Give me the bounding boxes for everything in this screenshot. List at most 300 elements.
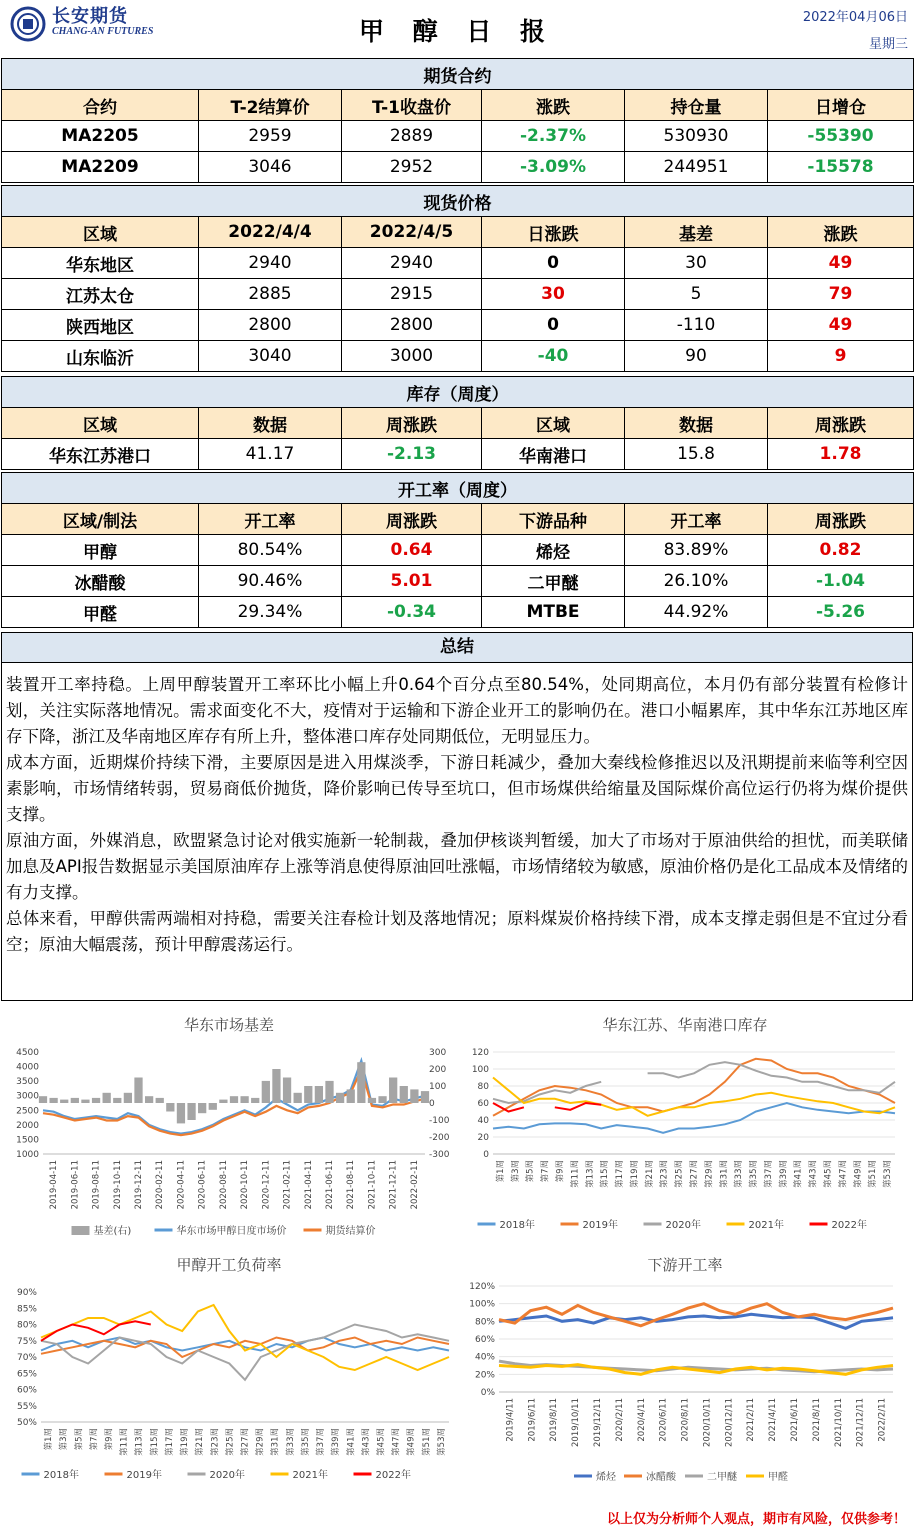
- table-row: [2, 310, 914, 341]
- col-header: 周涨跌: [768, 504, 914, 535]
- basis-bar: [60, 1100, 68, 1103]
- table-row: [2, 248, 914, 279]
- port-inventory-chart: [457, 1004, 913, 1244]
- x-tick-label: 第7周: [540, 1160, 551, 1183]
- y-tick-label: 0%: [480, 1388, 495, 1398]
- y-tick-label: 1000: [16, 1150, 39, 1160]
- company-name-en: CHANG-AN FUTURES: [52, 26, 154, 37]
- x-tick-label: 2020-12-11: [261, 1160, 272, 1210]
- x-tick-label: 第53周: [436, 1428, 447, 1456]
- summary-text: [1, 663, 913, 1001]
- basis-bar: [389, 1078, 397, 1104]
- y-tick-label: 75%: [16, 1336, 37, 1347]
- col-header: 2022/4/4: [199, 217, 342, 248]
- change: 49: [768, 248, 914, 279]
- x-tick-label: 第17周: [615, 1160, 626, 1188]
- col-header: 区域: [2, 217, 199, 248]
- basis-bar: [177, 1103, 185, 1123]
- price-curr: 2940: [342, 248, 482, 279]
- price-prev: 2885: [199, 279, 342, 310]
- x-tick-label: 2020-08-11: [218, 1160, 229, 1210]
- x-tick-label: 2021/4/11: [768, 1398, 779, 1442]
- basis-bar: [198, 1103, 206, 1113]
- operating-section-title: 开工率（周度）: [2, 473, 914, 504]
- x-tick-label: 第51周: [421, 1428, 432, 1456]
- x-tick-label: 第23周: [659, 1160, 670, 1188]
- basis-bar: [92, 1098, 100, 1103]
- legend-label: 烯烃: [596, 1472, 616, 1483]
- legend-swatch: [72, 1226, 90, 1235]
- y-tick-label: 3000: [16, 1091, 39, 1102]
- x-tick-label: 第9周: [555, 1160, 566, 1183]
- price-curr: 2800: [342, 310, 482, 341]
- col-header: T-1收盘价: [342, 90, 482, 121]
- weekly-change: -1.04: [768, 566, 914, 597]
- col-header: 周涨跌: [342, 408, 482, 439]
- y-tick-label: 4500: [16, 1048, 39, 1058]
- table-row: [2, 597, 914, 628]
- x-tick-label: 2019/6/11: [527, 1398, 538, 1442]
- downstream-name: MTBE: [482, 597, 625, 628]
- contract-name: MA2209: [2, 152, 199, 183]
- x-tick-label: 2021-02-11: [282, 1160, 293, 1210]
- table-row: [2, 535, 914, 566]
- chart-title: 甲醇开工负荷率: [176, 1256, 282, 1274]
- col-header: 涨跌: [482, 90, 625, 121]
- y-tick-label-right: 300: [429, 1048, 447, 1058]
- oi-change: -55390: [768, 121, 914, 152]
- legend-label: 2021年: [292, 1470, 328, 1481]
- legend-label: 2018年: [499, 1220, 535, 1231]
- x-tick-label: 第47周: [838, 1160, 849, 1188]
- x-tick-label: 第1周: [495, 1160, 506, 1183]
- region-name: 陕西地区: [2, 310, 199, 341]
- col-header: 开工率: [199, 504, 342, 535]
- x-tick-label: 2019/8/11: [549, 1398, 560, 1442]
- x-tick-label: 第41周: [346, 1428, 357, 1456]
- legend-label: 2022年: [831, 1220, 867, 1231]
- col-header: 数据: [199, 408, 342, 439]
- operating-rate: 90.46%: [199, 566, 342, 597]
- basis-bar: [400, 1086, 408, 1103]
- change: 79: [768, 279, 914, 310]
- y-tick-label: 2000: [16, 1120, 39, 1131]
- basis-bar: [103, 1093, 111, 1103]
- x-tick-label: 第31周: [270, 1428, 281, 1456]
- x-tick-label: 2019/10/11: [571, 1398, 582, 1447]
- legend-label: 2018年: [43, 1470, 79, 1481]
- series-line-2020年: [493, 1062, 895, 1103]
- basis-bar: [304, 1086, 312, 1103]
- open-interest: 530930: [625, 121, 768, 152]
- y-tick-label-right: 0: [429, 1099, 435, 1109]
- downstream-operating-chart: [457, 1244, 913, 1494]
- col-header: 开工率: [625, 504, 768, 535]
- basis-bar: [113, 1098, 121, 1103]
- legend-label: 基差(右): [93, 1226, 132, 1237]
- weekly-change: 5.01: [342, 566, 482, 597]
- x-tick-label: 第53周: [883, 1160, 894, 1188]
- region-name: 江苏太仓: [2, 279, 199, 310]
- basis-bar: [187, 1103, 195, 1120]
- basis-bar: [378, 1096, 386, 1103]
- x-tick-label: 第39周: [778, 1160, 789, 1188]
- legend-label: 华东市场甲醇日度市场价: [176, 1226, 287, 1237]
- basis-bar: [49, 1098, 57, 1103]
- col-header: 周涨跌: [768, 408, 914, 439]
- col-header: 区域: [482, 408, 625, 439]
- legend-label: 二甲醚: [707, 1472, 737, 1483]
- x-tick-label: 第27周: [689, 1160, 700, 1188]
- x-tick-label: 2019/4/11: [505, 1398, 516, 1442]
- y-tick-label: 4000: [16, 1062, 39, 1073]
- x-tick-label: 第3周: [59, 1428, 70, 1451]
- weekly-change: -2.13: [342, 439, 482, 470]
- price-curr: 3000: [342, 341, 482, 372]
- table-row: [2, 566, 914, 597]
- legend-label: 2021年: [748, 1220, 784, 1231]
- basis-bar: [262, 1081, 270, 1103]
- y-tick-label: 65%: [16, 1369, 37, 1380]
- x-tick-label: 第31周: [719, 1160, 730, 1188]
- x-tick-label: 2020/8/11: [680, 1398, 691, 1442]
- table-row: [2, 439, 914, 470]
- report-date: 2022年04月06日: [802, 10, 908, 25]
- inventory-value: 41.17: [199, 439, 342, 470]
- x-tick-label: 第23周: [210, 1428, 221, 1456]
- y-tick-label: 50%: [16, 1418, 37, 1428]
- daily-change: 30: [482, 279, 625, 310]
- x-tick-label: 2019-06-11: [70, 1160, 81, 1210]
- x-tick-label: 2019-10-11: [112, 1160, 123, 1210]
- oi-change: -15578: [768, 152, 914, 183]
- x-tick-label: 2020-10-11: [240, 1160, 251, 1210]
- col-header: 2022/4/5: [342, 217, 482, 248]
- chart-title: 下游开工率: [647, 1256, 723, 1274]
- x-tick-label: 第13周: [585, 1160, 596, 1188]
- y-tick-label: 1500: [16, 1135, 39, 1146]
- y-tick-label: 60: [477, 1099, 489, 1109]
- report-weekday: 星期三: [868, 37, 908, 52]
- series-line-冰醋酸: [499, 1304, 893, 1326]
- x-tick-label: 第33周: [285, 1428, 296, 1456]
- x-tick-label: 2022-02-11: [409, 1160, 420, 1210]
- y-tick-label-right: -100: [429, 1116, 450, 1126]
- basis-bar: [209, 1103, 217, 1110]
- x-tick-label: 2019-08-11: [91, 1160, 102, 1210]
- x-tick-label: 第43周: [808, 1160, 819, 1188]
- settle-price: 2959: [199, 121, 342, 152]
- summary-paragraph: 总体来看，甲醇供需两端相对持稳，需要关注春检计划及落地情况；原料煤炭价格持续下滑，成本支撑走弱但是不宜过分看空；原油大幅震荡，预计甲醇震荡运行。: [6, 909, 908, 954]
- methanol-operating-chart: [1, 1244, 457, 1494]
- x-tick-label: 第45周: [376, 1428, 387, 1456]
- x-tick-label: 2020-02-11: [155, 1160, 166, 1210]
- x-tick-label: 第7周: [89, 1428, 100, 1451]
- series-line-2021年: [41, 1305, 449, 1370]
- x-tick-label: 第37周: [316, 1428, 327, 1456]
- basis-bar: [81, 1100, 89, 1103]
- change: 49: [768, 310, 914, 341]
- change: 9: [768, 341, 914, 372]
- x-tick-label: 2019-04-11: [49, 1160, 60, 1210]
- x-tick-label: 第19周: [180, 1428, 191, 1456]
- region-name: 华南港口: [482, 439, 625, 470]
- x-tick-label: 第29周: [704, 1160, 715, 1188]
- y-tick-label: 120: [471, 1048, 489, 1058]
- basis-bar: [240, 1096, 248, 1103]
- settle-price: 3046: [199, 152, 342, 183]
- x-tick-label: 2021/12/11: [855, 1398, 866, 1447]
- x-tick-label: 2021-10-11: [367, 1160, 378, 1210]
- y-tick-label: 40: [477, 1116, 489, 1126]
- downstream-name: 二甲醚: [482, 566, 625, 597]
- y-tick-label-right: 100: [429, 1082, 447, 1092]
- y-tick-label: 60%: [474, 1335, 495, 1345]
- basis-bar: [166, 1103, 174, 1112]
- x-tick-label: 第45周: [823, 1160, 834, 1188]
- legend-label: 期货结算价: [325, 1226, 376, 1237]
- y-tick-label: 55%: [16, 1401, 37, 1412]
- y-tick-label-right: -200: [429, 1133, 450, 1143]
- basis-chart: [1, 1004, 457, 1244]
- basis-bar: [294, 1093, 302, 1103]
- x-tick-label: 2021-08-11: [346, 1160, 357, 1210]
- contract-name: MA2205: [2, 121, 199, 152]
- weekly-change: -0.34: [342, 597, 482, 628]
- col-header: 基差: [625, 217, 768, 248]
- futures-table: [1, 58, 914, 183]
- x-tick-label: 第49周: [853, 1160, 864, 1188]
- x-tick-label: 第51周: [868, 1160, 879, 1188]
- operating-rate: 26.10%: [625, 566, 768, 597]
- x-tick-label: 2020/12/11: [724, 1398, 735, 1447]
- basis: 90: [625, 341, 768, 372]
- x-tick-label: 2021/2/11: [746, 1398, 757, 1442]
- x-tick-label: 2021-04-11: [303, 1160, 314, 1210]
- price-prev: 2800: [199, 310, 342, 341]
- basis-bar: [156, 1098, 164, 1103]
- summary-paragraph: 装置开工率持稳。上周甲醇装置开工率环比小幅上升0.64个百分点至80.54%，处同期高位，本月仍有部分装置有检修计划，关注实际落地情况。需求面变化不大，疫情对于运输和下游企业开工的影响仍在。港口小幅累库，其中华东江苏地区库存下降，浙江及华南地区库存有所上升，整体港口库存处同期低位，无明显压力。: [6, 675, 908, 746]
- legend-label: 2022年: [375, 1470, 411, 1481]
- x-tick-label: 第35周: [300, 1428, 311, 1456]
- basis: 5: [625, 279, 768, 310]
- y-tick-label: 100%: [469, 1299, 495, 1310]
- basis-bar: [347, 1089, 355, 1103]
- y-tick-label: 80: [477, 1082, 489, 1092]
- x-tick-label: 第15周: [149, 1428, 160, 1456]
- basis-bar: [124, 1093, 132, 1103]
- x-tick-label: 2021-12-11: [388, 1160, 399, 1210]
- close-price: 2952: [342, 152, 482, 183]
- col-header: 持仓量: [625, 90, 768, 121]
- col-header: T-2结算价: [199, 90, 342, 121]
- y-tick-label: 20: [477, 1133, 489, 1143]
- weekly-change: 0.82: [768, 535, 914, 566]
- y-tick-label-right: 200: [429, 1065, 447, 1075]
- x-tick-label: 2021/6/11: [790, 1398, 800, 1442]
- legend-label: 2020年: [209, 1470, 245, 1481]
- y-tick-label: 70%: [16, 1353, 37, 1363]
- col-header: 区域/制法: [2, 504, 199, 535]
- col-header: 涨跌: [768, 217, 914, 248]
- summary-paragraph: 原油方面，外媒消息，欧盟紧急讨论对俄实施新一轮制裁，叠加伊核谈判暂缓，加大了市场对于原油供给的担忧，而美联储加息及API报告数据显示美国原油库存上涨等消息使得原油回吐涨幅，市场情绪较为敏感，原油价格仍是化工品成本及情绪的有力支撑。: [6, 831, 908, 902]
- x-tick-label: 2021-06-11: [325, 1160, 335, 1210]
- y-tick-label: 80%: [16, 1320, 37, 1331]
- col-header: 日增仓: [768, 90, 914, 121]
- company-name-cn: 长安期货: [52, 6, 128, 27]
- x-tick-label: 第11周: [119, 1428, 130, 1456]
- table-row: [2, 279, 914, 310]
- y-tick-label: 40%: [474, 1352, 495, 1363]
- x-tick-label: 2020/2/11: [614, 1398, 625, 1442]
- daily-change: -40: [482, 341, 625, 372]
- close-price: 2889: [342, 121, 482, 152]
- y-tick-label: 3500: [16, 1077, 39, 1088]
- region-name: 山东临沂: [2, 341, 199, 372]
- product-name: 甲醇: [2, 535, 199, 566]
- x-tick-label: 2020-04-11: [176, 1160, 187, 1210]
- legend-label: 2019年: [126, 1470, 162, 1481]
- x-tick-label: 第25周: [225, 1428, 236, 1456]
- y-tick-label: 20%: [474, 1370, 495, 1381]
- x-tick-label: 第3周: [510, 1160, 521, 1183]
- col-header: 合约: [2, 90, 199, 121]
- y-tick-label-right: -300: [429, 1150, 450, 1160]
- legend-label: 冰醋酸: [646, 1472, 676, 1483]
- report-title: 甲 醇 日 报: [358, 17, 556, 46]
- basis-bar: [272, 1069, 280, 1103]
- basis-bar: [357, 1062, 365, 1103]
- futures-section-title: 期货合约: [2, 59, 914, 90]
- operating-rate: 44.92%: [625, 597, 768, 628]
- x-tick-label: 第35周: [749, 1160, 760, 1188]
- x-tick-label: 第17周: [164, 1428, 175, 1456]
- operating-rate: 29.34%: [199, 597, 342, 628]
- basis-bar: [283, 1078, 291, 1104]
- x-tick-label: 第11周: [570, 1160, 581, 1188]
- basis-bar: [219, 1100, 227, 1103]
- x-tick-label: 2020-06-11: [197, 1160, 208, 1210]
- x-tick-label: 第19周: [629, 1160, 640, 1188]
- charts-area: [1, 1004, 913, 1504]
- x-tick-label: 第5周: [74, 1428, 85, 1451]
- basis-bar: [251, 1098, 259, 1103]
- legend-label: 2020年: [665, 1220, 701, 1231]
- series-line-2022年: [41, 1321, 151, 1341]
- table-row: [2, 152, 914, 183]
- chart-title: 华东市场基差: [183, 1016, 275, 1034]
- inventory-section-title: 库存（周度）: [2, 377, 914, 408]
- y-tick-label: 2500: [16, 1106, 39, 1117]
- weekly-change: 1.78: [768, 439, 914, 470]
- price-prev: 2940: [199, 248, 342, 279]
- x-tick-label: 第49周: [406, 1428, 417, 1456]
- col-header: 日涨跌: [482, 217, 625, 248]
- legend-label: 2019年: [582, 1220, 618, 1231]
- basis-bar: [145, 1096, 153, 1103]
- x-tick-label: 2020/4/11: [636, 1398, 647, 1442]
- basis-bar: [410, 1089, 418, 1103]
- region-name: 华东江苏港口: [2, 439, 199, 470]
- operating-rate: 83.89%: [625, 535, 768, 566]
- x-tick-label: 第41周: [793, 1160, 804, 1188]
- x-tick-label: 2019/12/11: [593, 1398, 603, 1447]
- basis: -110: [625, 310, 768, 341]
- x-tick-label: 第21周: [644, 1160, 655, 1188]
- summary-paragraph: 成本方面，近期煤价持续下滑，主要原因是进入用煤淡季，下游日耗减少，叠加大秦线检修推迟以及汛期提前来临等利空因素影响，市场情绪转弱，贸易商低价抛货，降价影响已传导至坑口，但市场煤供给缩量及国际煤价高位运行仍将为煤价提供支撑。: [6, 753, 908, 824]
- x-tick-label: 2020/10/11: [702, 1398, 713, 1447]
- chart-title: 华东江苏、华南港口库存: [602, 1016, 768, 1034]
- x-tick-label: 第37周: [763, 1160, 774, 1188]
- x-tick-label: 2021/10/11: [833, 1398, 844, 1447]
- basis-bar: [325, 1081, 333, 1103]
- y-tick-label: 90%: [16, 1288, 37, 1298]
- weekly-change: -5.26: [768, 597, 914, 628]
- y-tick-label: 60%: [16, 1385, 37, 1396]
- product-name: 甲醛: [2, 597, 199, 628]
- y-tick-label: 85%: [16, 1304, 37, 1315]
- spot-section-title: 现货价格: [2, 186, 914, 217]
- series-line-2018年: [41, 1338, 449, 1351]
- col-header: 下游品种: [482, 504, 625, 535]
- disclaimer: 以上仅为分析师个人观点，期市有风险，仅供参考！: [606, 1512, 906, 1527]
- region-name: 华东地区: [2, 248, 199, 279]
- basis-bar: [39, 1096, 47, 1103]
- open-interest: 244951: [625, 152, 768, 183]
- daily-change: 0: [482, 310, 625, 341]
- change-pct: -2.37%: [482, 121, 625, 152]
- operating-table: [1, 472, 914, 628]
- basis-bar: [368, 1098, 376, 1103]
- price-prev: 3040: [199, 341, 342, 372]
- table-row: [2, 341, 914, 372]
- x-tick-label: 第25周: [674, 1160, 685, 1188]
- spot-table: [1, 185, 914, 372]
- x-tick-label: 2019-12-11: [134, 1160, 144, 1210]
- x-tick-label: 第21周: [195, 1428, 206, 1456]
- series-line-2021年: [493, 1078, 895, 1116]
- basis-bar: [421, 1091, 429, 1103]
- inventory-table: [1, 376, 914, 470]
- operating-rate: 80.54%: [199, 535, 342, 566]
- y-tick-label: 120%: [469, 1282, 495, 1292]
- x-tick-label: 第9周: [104, 1428, 115, 1451]
- summary-section-title: 总结: [1, 632, 913, 663]
- x-tick-label: 第43周: [361, 1428, 372, 1456]
- legend-label: 甲醛: [768, 1472, 788, 1483]
- x-tick-label: 2022/2/11: [877, 1398, 888, 1442]
- basis-bar: [71, 1098, 79, 1103]
- weekly-change: 0.64: [342, 535, 482, 566]
- basis-bar: [230, 1096, 238, 1103]
- x-tick-label: 第1周: [44, 1428, 55, 1451]
- y-tick-label: 80%: [474, 1317, 495, 1328]
- x-tick-label: 第15周: [600, 1160, 611, 1188]
- col-header: 周涨跌: [342, 504, 482, 535]
- change-pct: -3.09%: [482, 152, 625, 183]
- y-tick-label: 100: [471, 1065, 489, 1075]
- basis-bar: [315, 1086, 323, 1103]
- product-name: 冰醋酸: [2, 566, 199, 597]
- x-tick-label: 2021/8/11: [811, 1398, 822, 1442]
- inventory-value: 15.8: [625, 439, 768, 470]
- report-header: [0, 0, 914, 58]
- x-tick-label: 第13周: [134, 1428, 145, 1456]
- x-tick-label: 第39周: [331, 1428, 342, 1456]
- basis-bar: [134, 1078, 142, 1104]
- col-header: 区域: [2, 408, 199, 439]
- x-tick-label: 第5周: [525, 1160, 536, 1183]
